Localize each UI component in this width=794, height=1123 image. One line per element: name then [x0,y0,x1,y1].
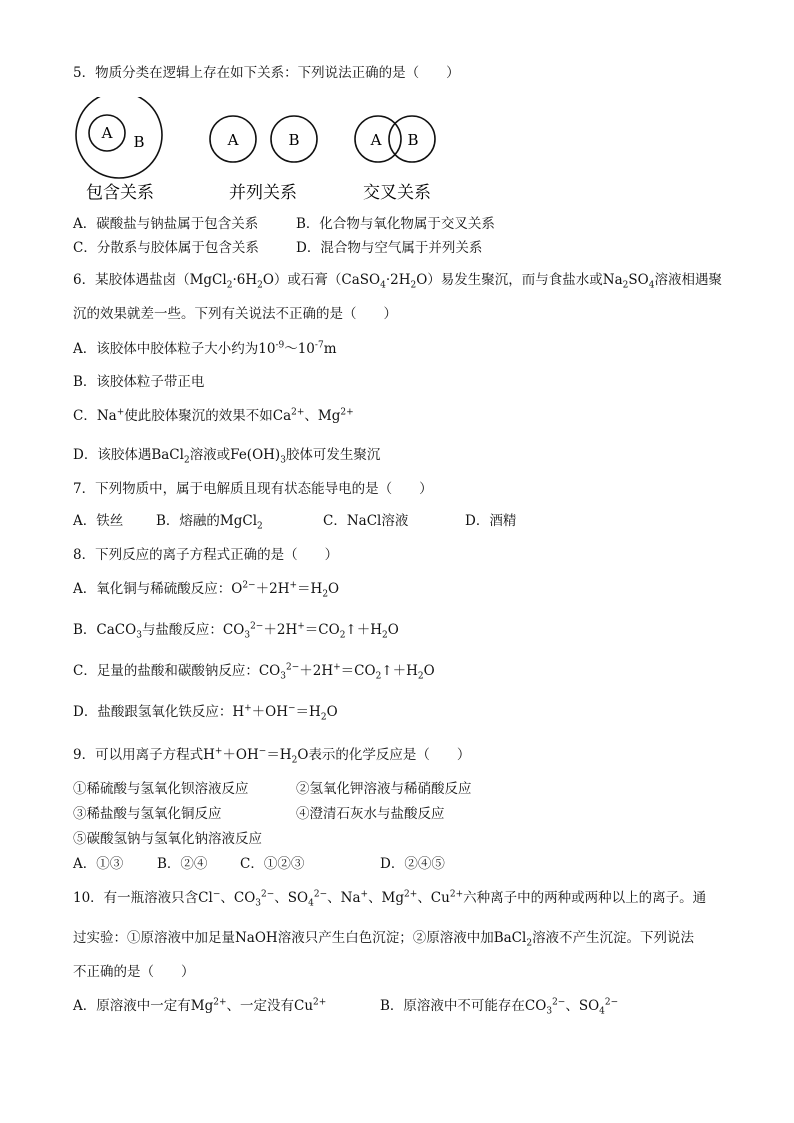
q9-option-a: A．①③ [73,856,124,872]
q8-option-d: D．盐酸跟氢氧化铁反应：$H^++OH^-=H_2O$ [73,703,338,723]
superscript: -7 [314,340,324,351]
q10-stem-line3: 不正确的是（ ） [73,964,195,980]
superscript: 2+ [213,997,227,1008]
parallel-label-b: B [288,131,300,149]
q6-option-a: A．该胶体中胶体粒子大小约为$10^{-9}\sim 10^{-7}m$ [73,340,337,357]
cross-caption: 交叉关系 [363,183,431,203]
superscript: − [212,889,221,900]
q5-option-c: C．分散系与胶体属于包含关系 [73,240,259,256]
subscript: 2 [382,630,388,641]
set-relation-diagrams [70,97,450,209]
q9-item-2: ②氢氧化钾溶液与稀硝酸反应 [296,781,472,797]
q6-stem-line2: 沉的效果就差一些。下列有关说法不正确的是（ ） [73,306,397,322]
superscript: + [360,889,369,900]
q8-stem: 8．下列反应的离子方程式正确的是（ ） [73,547,339,563]
q8-option-b: B．CaCO$_3$与盐酸反应：$CO_3^{2-}+2H^+=CO_2↑+H_2O$ [73,621,399,641]
superscript: + [289,580,298,591]
q8-option-a: A．氧化铜与稀硫酸反应：$O^{2-}+2H^+=H_2O$ [73,580,340,600]
q9-option-b: B．②④ [157,856,208,872]
subscript: 2 [257,280,263,291]
q8-option-c: C．足量的盐酸和碳酸钠反应：$CO_3^{2-}+2H^+=CO_2↑+H_2O$ [73,662,435,682]
q9-item-4: ④澄清石灰水与盐酸反应 [296,806,445,822]
parallel-diagram [210,116,317,203]
superscript: 2− [250,621,264,632]
q9-item-1: ①稀硫酸与氢氧化钡溶液反应 [73,781,249,797]
superscript: + [116,407,125,418]
superscript: 2+ [449,889,464,900]
subscript: 2 [410,280,417,291]
subscript: 4 [599,1006,605,1017]
subscript: 2 [291,755,298,766]
q10-stem-line2: 过实验：①原溶液中加足量NaOH溶液只产生白色沉淀；②原溶液中加BaCl$_2$溶液不产生沉淀。下列说法 [73,930,695,949]
subscript: 4 [380,280,386,291]
subscript: 2 [417,671,424,682]
superscript: + [244,703,252,714]
q10-option-b: B．原溶液中不可能存在$CO_3^{2-}$、$SO_4^{2-}$ [380,997,619,1017]
superscript: 2− [242,580,256,591]
subscript: 3 [546,1006,553,1017]
subscript: 2 [322,589,329,600]
q9-item-5: ⑤碳酸氢钠与氢氧化钠溶液反应 [73,831,262,847]
subscript: 3 [136,630,142,641]
subscript: 3 [280,671,286,682]
subscript: 4 [648,280,655,291]
subscript: 2 [375,671,382,682]
superscript: 2+ [404,889,418,900]
superscript: 2+ [291,407,305,418]
q7-option-c: C．NaCl溶液 [323,513,409,529]
q10-option-a: A．原溶液中一定有$Mg^{2+}$、一定没有$Cu^{2+}$ [73,997,327,1014]
superscript: 2+ [313,997,327,1008]
subscript: 3 [280,455,286,466]
q6-option-c: C．Na+使此胶体聚沉的效果不如$Ca^{2+}$、$Mg^{2+}$ [73,407,354,424]
q6-option-b: B．该胶体粒子带正电 [73,374,205,390]
cross-diagram [355,116,435,203]
q6-stem-line1: 6．某胶体遇盐卤$(MgCl_2\cdot 6H_2O)$或石膏$(CaSO_4\cdot 2H_2O)$易发生聚沉，而与食盐水或$Na_2SO_4$溶液相遇聚 [73,272,722,291]
parallel-caption: 并列关系 [229,183,297,203]
q7-stem: 7．下列物质中，属于电解质且现有状态能导电的是（ ） [73,481,433,497]
q7-option-a: A．铁丝 [73,513,124,529]
inclusion-label-a: A [101,124,113,142]
inclusion-caption: 包含关系 [86,183,154,203]
cross-label-b: B [407,131,419,149]
superscript: + [214,746,223,757]
q5-option-d: D．混合物与空气属于并列关系 [296,240,483,256]
superscript: 2− [285,662,300,673]
subscript: 2 [257,521,263,532]
superscript: 2− [261,889,275,900]
q5-option-b: B．化合物与氧化物属于交叉关系 [296,216,495,232]
q9-stem: 9．可以用离子方程式$H^++OH^-=H_2O$表示的化学反应是（ ） [73,746,471,766]
cross-label-a: A [370,131,382,149]
superscript: -9 [275,340,285,351]
superscript: 2− [552,997,566,1008]
q10-stem-line1: 10．有一瓶溶液只含Cl−、$CO_3^{2-}$、$SO_4^{2-}$、Na+、$Mg^{2+}$、$Cu^{2+}$六种离子中的两种或两种以上的离子。通 [73,889,707,909]
subscript: 2 [526,938,533,949]
subscript: 2 [226,280,233,291]
q7-option-d: D．酒精 [465,513,517,529]
superscript: + [297,621,305,632]
superscript: − [258,746,267,757]
subscript: 2 [622,280,629,291]
subscript: 3 [244,630,251,641]
q5-stem: 5．物质分类在逻辑上存在如下关系：下列说法正确的是（ ） [73,65,460,81]
subscript: 3 [255,898,262,909]
q9-item-3: ③稀盐酸与氢氧化铜反应 [73,806,222,822]
superscript: 2− [604,997,619,1008]
subscript: 4 [308,898,314,909]
superscript: + [333,662,341,673]
inclusion-diagram [76,97,162,203]
q9-option-c: C．①②③ [240,856,305,872]
subscript: 2 [183,455,190,466]
subscript: 2 [320,712,327,723]
superscript: 2− [313,889,328,900]
subscript: 2 [339,630,346,641]
q9-option-d: D．②④⑤ [380,856,445,872]
q7-option-b: B．熔融的MgCl$_2$ [156,513,263,532]
superscript: 2+ [340,407,354,418]
superscript: − [288,703,296,714]
q6-option-d: D．该胶体遇BaCl$_2$溶液或$Fe(OH)_3$胶体可发生聚沉 [73,447,381,466]
q5-option-a: A．碳酸盐与钠盐属于包含关系 [73,216,259,232]
inclusion-label-b: B [133,133,145,151]
parallel-label-a: A [227,131,239,149]
